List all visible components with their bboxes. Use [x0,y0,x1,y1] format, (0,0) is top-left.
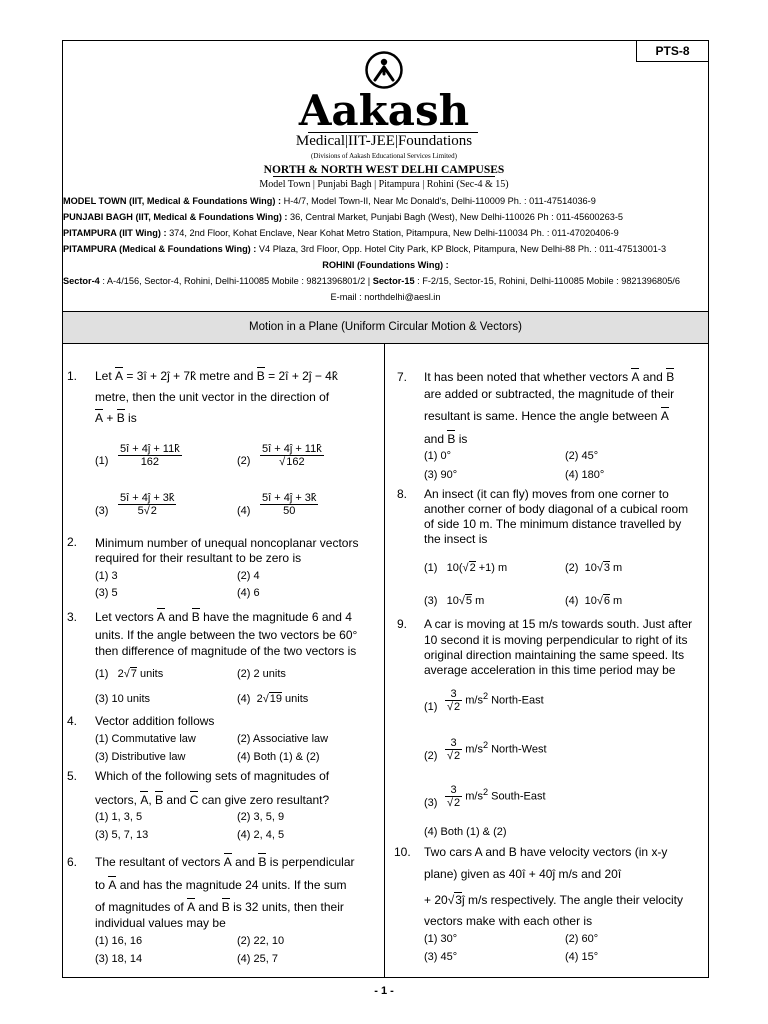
address-pitampura-medical: PITAMPURA (Medical & Foundations Wing) : V4 Plaza, 3rd Floor, Opp. Hotel City Park, KP Block, Pitampura, New Delhi-88 Ph. : 011-47513001-3 [63,244,667,254]
address-pitampura-iit: PITAMPURA (IIT Wing) : 374, 2nd Floor, Kohat Enclave, Near Kohat Metro Station, Pitampura, New Delhi-110034 Ph. : 011-47020406-9 [63,228,619,238]
q3-option-3: (3) 10 units [95,693,151,705]
q3-option-2: (2) 2 units [237,668,286,680]
q6-option-1: (1) 16, 16 [95,935,143,947]
q5-option-3: (3) 5, 7, 13 [95,829,149,841]
q2-text: Minimum number of unequal noncoplanar vectors [95,536,359,550]
q9-option-2-value: $\frac{3}{√2}$ $m/s^2$ North-West [447,737,547,762]
q7-text-line2: are added or subtracted, the magnitude of their [424,387,675,401]
tagline-rule [308,132,478,133]
q2-option-4: (4) 6 [237,587,260,599]
q9-option-3-value: $\frac{3}{√2}$ $m/s^2$ South-East [447,784,546,809]
q9-text-line3: original direction maintaining the same speed. Its [424,648,685,662]
q3-option-1: (1) 2√7 units [95,668,164,680]
q1-option-4-frac: $\frac{5î + 4ĵ + 3k̂}{50}$ [262,492,317,517]
q9-option-1-value: $\frac{3}{√2}$ $m/s^2$ North-East [447,688,544,713]
q1-text-line2: metre, then the unit vector in the direction of [95,390,330,404]
rohini-title: ROHINI (Foundations Wing) : [322,260,449,270]
q6-option-2: (2) 22, 10 [237,935,285,947]
q8-text-line4: the insect is [424,532,488,546]
q10-text: Two cars A and B have velocity vectors (in x-y [424,845,668,859]
q4-option-2: (2) Associative law [237,733,329,745]
q6-text-line2: to A and has the magnitude 24 units. If the sum [95,878,347,892]
q1-text: Let A = 3î + 2ĵ + 7k̂ metre and B = 2î + 2ĵ − 4k̂ [95,369,338,383]
q2-text-line2: required for their resultant to be zero is [95,551,302,565]
q8-text: An insect (it can fly) moves from one corner to [424,487,669,501]
q4-number: 4. [67,714,78,728]
q9-option-1: (1) [424,701,438,713]
q7-option-4: (4) 180° [565,469,605,481]
q9-number: 9. [397,617,408,631]
brand-name: Aakash [298,86,470,135]
q6-option-4: (4) 25, 7 [237,953,278,965]
q3-text-line3: then difference of magnitude of the two vectors is [95,644,357,658]
q3-text: Let vectors A and B have the magnitude 6 and 4 [95,610,352,624]
q1-option-3-frac: $\frac{5î + 4ĵ + 3k̂}{5√2}$ [120,492,175,517]
q10-text-line2: plane) given as 40î + 40ĵ m/s and 20î [424,867,622,881]
q5-number: 5. [67,769,78,783]
q9-text-line4: average acceleration in this time period may be [424,663,676,677]
q8-option-3: (3) 10√5 m [424,595,485,607]
campus-rule [273,176,495,177]
q9-option-3: (3) [424,797,438,809]
address-model-town: MODEL TOWN (IIT, Medical & Foundations Wing) : H-4/7, Model Town-II, Near Mc Donald's, Delhi-110009 Ph. : 011-47514036-9 [63,196,596,206]
page-number: - 1 - [374,985,394,997]
q10-number: 10. [394,845,411,859]
q2-option-2: (2) 4 [237,570,260,582]
q10-option-3: (3) 45° [424,951,458,963]
q1-option-4: (4) [237,505,251,517]
q10-text-line4: vectors make with each other is [424,914,593,928]
q7-text-line4: and B is [424,432,468,446]
q8-option-4: (4) 10√6 m [565,595,623,607]
q2-option-1: (1) 3 [95,570,118,582]
q8-text-line3: of side 10 m. The minimum distance travelled by [424,517,682,531]
q1-option-2: (2) [237,455,251,467]
brand-tagline: Medical|IIT-JEE|Foundations [295,133,473,149]
q2-number: 2. [67,535,78,549]
q8-text-line2: another corner of body diagonal of a cubical room [424,502,689,516]
q7-text: It has been noted that whether vectors A and B [424,370,675,384]
campus-title: NORTH & NORTH WEST DELHI CAMPUSES [263,164,505,176]
q4-option-1: (1) Commutative law [95,733,196,745]
q10-option-1: (1) 30° [424,933,458,945]
q1-number: 1. [67,369,78,383]
division-note: (Divisions of Aakash Educational Services Limited) [311,152,457,160]
q1-option-1-frac: $\frac{5î + 4ĵ + 11k̂}{162}$ [120,443,180,468]
q1-option-1: (1) [95,455,109,467]
q9-option-2: (2) [424,750,438,762]
q9-option-4: (4) Both (1) & (2) [424,826,507,838]
q7-text-line3: resultant is same. Hence the angle between A [424,409,669,423]
q4-text: Vector addition follows [95,714,215,728]
topic-title: Motion in a Plane (Uniform Circular Motion & Vectors) [63,311,708,344]
q5-option-1: (1) 1, 3, 5 [95,811,143,823]
q1-text-line3: A + B is [95,411,137,425]
address-rohini: Sector-4 : A-4/156, Sector-4, Rohini, Delhi-110085 Mobile : 9821396801/2 | Sector-15 : F-2/15, Sector-15, Rohini, Delhi-110085 Mobile : 9821396805/6 [63,276,680,286]
q8-option-2: (2) 10√3 m [565,562,623,574]
q6-number: 6. [67,855,78,869]
q6-option-3: (3) 18, 14 [95,953,143,965]
q5-option-2: (2) 3, 5, 9 [237,811,285,823]
email: E-mail : northdelhi@aesl.in [330,292,441,302]
q1-option-2-frac: $\frac{5î + 4ĵ + 11k̂}{√162}$ [262,443,322,468]
q2-option-3: (3) 5 [95,587,118,599]
q7-option-2: (2) 45° [565,450,599,462]
q3-option-4: (4) 2√19 units [237,693,309,705]
q3-number: 3. [67,610,78,624]
q5-text-line2: vectors, A, B and C can give zero resultant? [95,793,330,807]
q10-option-2: (2) 60° [565,933,599,945]
q9-text-line2: 10 second it is moving perpendicular to right of its [424,633,688,647]
q6-text: The resultant of vectors A and B is perpendicular [95,855,355,869]
q9-text: A car is moving at 15 m/s towards south. Just after [424,617,693,631]
q8-option-1: (1) 10(√2 +1) m [424,562,508,574]
q10-option-4: (4) 15° [565,951,599,963]
aakash-logo-icon [364,50,404,90]
paper-code: PTS-8 [636,41,708,62]
q7-option-1: (1) 0° [424,450,452,462]
column-divider [384,344,385,978]
q6-text-line3: of magnitudes of A and B is 32 units, then their [95,900,344,914]
q6-text-line4: individual values may be [95,916,226,930]
q10-text-line3: + 20√3ĵ m/s respectively. The angle their velocity [424,893,683,907]
q3-text-line2: units. If the angle between the two vectors be 60° [95,628,358,642]
address-punjabi-bagh: PUNJABI BAGH (IIT, Medical & Foundations Wing) : 36, Central Market, Punjabi Bagh (West), New Delhi-110026 Ph : 011-45600263-5 [63,212,624,222]
q4-option-4: (4) Both (1) & (2) [237,751,320,763]
q7-number: 7. [397,370,408,384]
q8-number: 8. [397,487,408,501]
q5-text: Which of the following sets of magnitudes of [95,769,330,783]
q5-option-4: (4) 2, 4, 5 [237,829,285,841]
q1-option-3: (3) [95,505,109,517]
q4-option-3: (3) Distributive law [95,751,186,763]
campus-list: Model Town | Punjabi Bagh | Pitampura | Rohini (Sec-4 & 15) [259,179,509,190]
q7-option-3: (3) 90° [424,469,458,481]
